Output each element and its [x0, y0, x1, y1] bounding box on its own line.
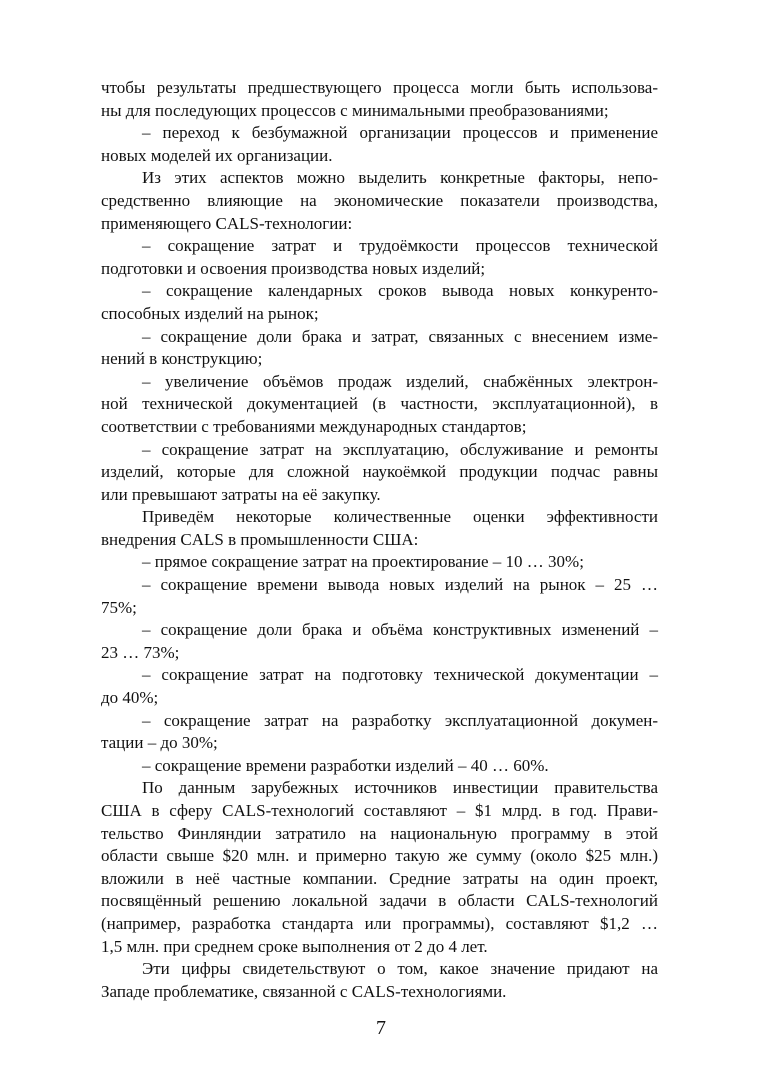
page-number: 7: [376, 1017, 386, 1039]
text-line: Приведём некоторые количественные оценки эффективности: [142, 507, 658, 527]
text-line: средственно влияющие на экономические показатели производства,: [101, 190, 658, 210]
paragraph: [101, 167, 658, 235]
text-line: 23 … 73%;: [101, 642, 180, 662]
paragraph: [101, 777, 658, 958]
text-line: чтобы результаты предшествующего процесса могли быть использова-: [101, 78, 658, 97]
body-text: [101, 77, 658, 1003]
text-line: – увеличение объёмов продаж изделий, снабжённых электрон-: [142, 371, 658, 391]
text-line: – сокращение доли брака и объёма конструктивных изменений –: [142, 620, 658, 640]
list-item: [101, 710, 658, 755]
text-line: изделий, которые для сложной наукоёмкой продукции подчас равны: [101, 462, 658, 482]
text-line: – сокращение времени разработки изделий – 40 … 60%.: [142, 755, 549, 775]
text-line: внедрения CALS в промышленности США:: [101, 529, 419, 549]
text-line: Из этих аспектов можно выделить конкретные факторы, непо-: [142, 168, 658, 188]
list-item: [101, 574, 658, 619]
text-line: тельство Финляндии затратило на национальную программу в этой: [101, 823, 658, 843]
list-item: [101, 280, 658, 325]
paragraph: [101, 506, 658, 551]
text-line: подготовки и освоения производства новых изделий;: [101, 258, 486, 278]
list-item: [101, 235, 658, 280]
text-line: вложили в неё частные компании. Средние затраты на один проект,: [101, 868, 658, 888]
text-line: новых моделей их организации.: [101, 145, 333, 165]
list-item: [101, 551, 658, 574]
text-line: Эти цифры свидетельствуют о том, какое значение придают на: [142, 959, 658, 979]
list-item: [101, 122, 658, 167]
text-line: тации – до 30%;: [101, 733, 218, 753]
text-line: посвящённый решению локальной задачи в области CALS-технологий: [101, 891, 658, 911]
text-line: – сокращение затрат на разработку эксплуатационной докумен-: [142, 710, 658, 730]
text-line: – прямое сокращение затрат на проектирование – 10 … 30%;: [142, 552, 584, 572]
text-line: По данным зарубежных источников инвестиции правительства: [142, 778, 658, 798]
text-line: или превышают затраты на её закупку.: [101, 484, 381, 504]
text-line: США в сферу CALS-технологий составляют – $1 млрд. в год. Прави-: [101, 801, 658, 820]
text-line: 1,5 млн. при среднем сроке выполнения от 2 до 4 лет.: [101, 936, 488, 956]
text-line: ной технической документацией (в частности, эксплуатационной), в: [101, 394, 658, 414]
text-line: способных изделий на рынок;: [101, 303, 319, 323]
list-item: [101, 664, 658, 709]
text-line: – сокращение времени вывода новых изделий на рынок – 25 …: [142, 575, 658, 595]
text-line: ны для последующих процессов с минимальными преобразованиями;: [101, 100, 609, 120]
list-item: [101, 371, 658, 439]
paragraph: [101, 958, 658, 1003]
text-line: применяющего CALS-технологии:: [101, 213, 353, 233]
list-item: [101, 439, 658, 507]
text-line: – сокращение затрат и трудоёмкости процессов технической: [142, 236, 658, 256]
text-line: 75%;: [101, 597, 137, 617]
text-line: соответствии с требованиями международных стандартов;: [101, 416, 527, 436]
text-line: области свыше $20 млн. и примерно такую же сумму (около $25 млн.): [101, 846, 658, 866]
list-item: [101, 326, 658, 371]
text-line: – сокращение календарных сроков вывода новых конкуренто-: [142, 281, 658, 301]
text-line: нений в конструкцию;: [101, 349, 263, 369]
list-item: [101, 619, 658, 664]
text-line: – переход к безбумажной организации процессов и применение: [142, 123, 658, 143]
text-line: – сокращение затрат на эксплуатацию, обслуживание и ремонты: [142, 439, 658, 459]
text-line: (например, разработка стандарта или программы), составляют $1,2 …: [101, 913, 658, 933]
text-line: до 40%;: [101, 688, 159, 708]
text-line: – сокращение доли брака и затрат, связанных с внесением изме-: [142, 326, 658, 346]
paragraph: [101, 77, 658, 122]
text-line: Западе проблематике, связанной с CALS-технологиями.: [101, 981, 507, 1001]
text-line: – сокращение затрат на подготовку технической документации –: [142, 665, 658, 685]
list-item: [101, 755, 658, 778]
